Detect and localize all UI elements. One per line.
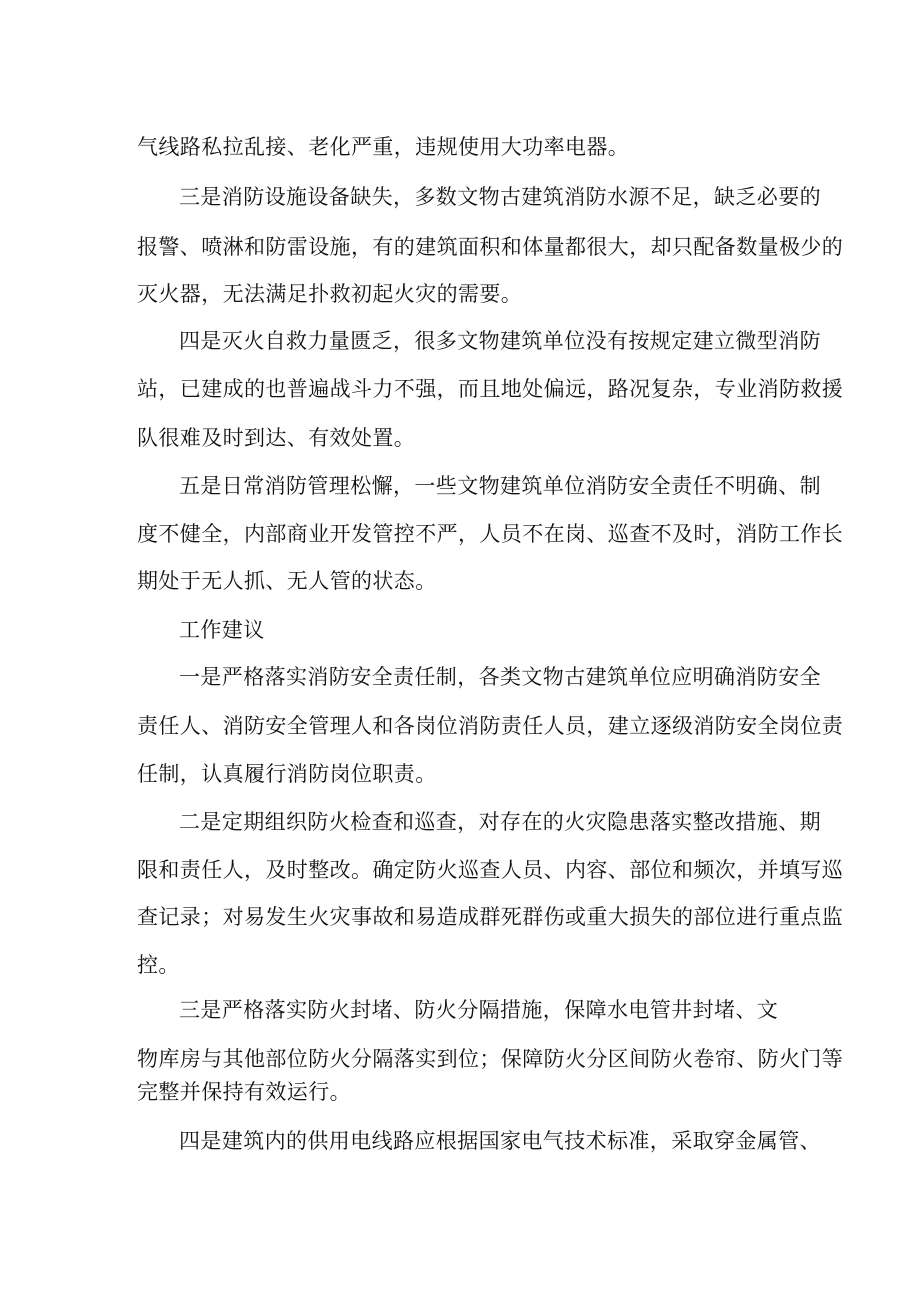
text-line: 限和责任人，及时整改。确定防火巡查人员、内容、部位和频次，并填写巡: [137, 858, 844, 882]
text-line: 物库房与其他部位防火分隔落实到位；保障防火分区间防火卷帘、防火门等: [137, 1047, 844, 1071]
text-line: 气线路私拉乱接、老化严重，违规使用大功率电器。: [137, 135, 630, 159]
text-line: 站，已建成的也普遍战斗力不强，而且地处偏远，路况复杂，专业消防救援: [137, 377, 844, 401]
text-line: 控。: [137, 953, 180, 977]
text-line: 一是严格落实消防安全责任制，各类文物古建筑单位应明确消防安全: [179, 665, 821, 689]
text-line: 责任人、消防安全管理人和各岗位消防责任人员，建立逐级消防安全岗位责: [137, 714, 844, 738]
text-line: 完整并保持有效运行。: [137, 1080, 351, 1104]
text-line: 任制，认真履行消防岗位职责。: [137, 762, 437, 786]
text-line: 三是严格落实防火封堵、防火分隔措施，保障水电管井封堵、文: [179, 998, 779, 1022]
text-line: 二是定期组织防火检查和巡查，对存在的火灾隐患落实整改措施、期: [179, 810, 821, 834]
text-line: 五是日常消防管理松懈，一些文物建筑单位消防安全责任不明确、制: [179, 474, 821, 498]
text-line: 报警、喷淋和防雷设施，有的建筑面积和体量都很大，却只配备数量极少的: [137, 235, 844, 259]
text-line: 灭火器，无法满足扑救初起火灾的需要。: [137, 282, 523, 306]
text-line: 度不健全，内部商业开发管控不严，人员不在岗、巡查不及时，消防工作长: [137, 522, 844, 546]
text-line: 查记录；对易发生火灾事故和易造成群死群伤或重大损失的部位进行重点监: [137, 905, 844, 929]
text-line: 四是灭火自救力量匮乏，很多文物建筑单位没有按规定建立微型消防: [179, 329, 821, 353]
text-line: 期处于无人抓、无人管的状态。: [137, 569, 437, 593]
text-line: 四是建筑内的供用电线路应根据国家电气技术标准，采取穿金属管、: [179, 1129, 821, 1153]
text-line: 队很难及时到达、有效处置。: [137, 426, 416, 450]
text-line: 三是消防设施设备缺失，多数文物古建筑消防水源不足，缺乏必要的: [179, 185, 821, 209]
section-heading: 工作建议: [179, 618, 265, 642]
